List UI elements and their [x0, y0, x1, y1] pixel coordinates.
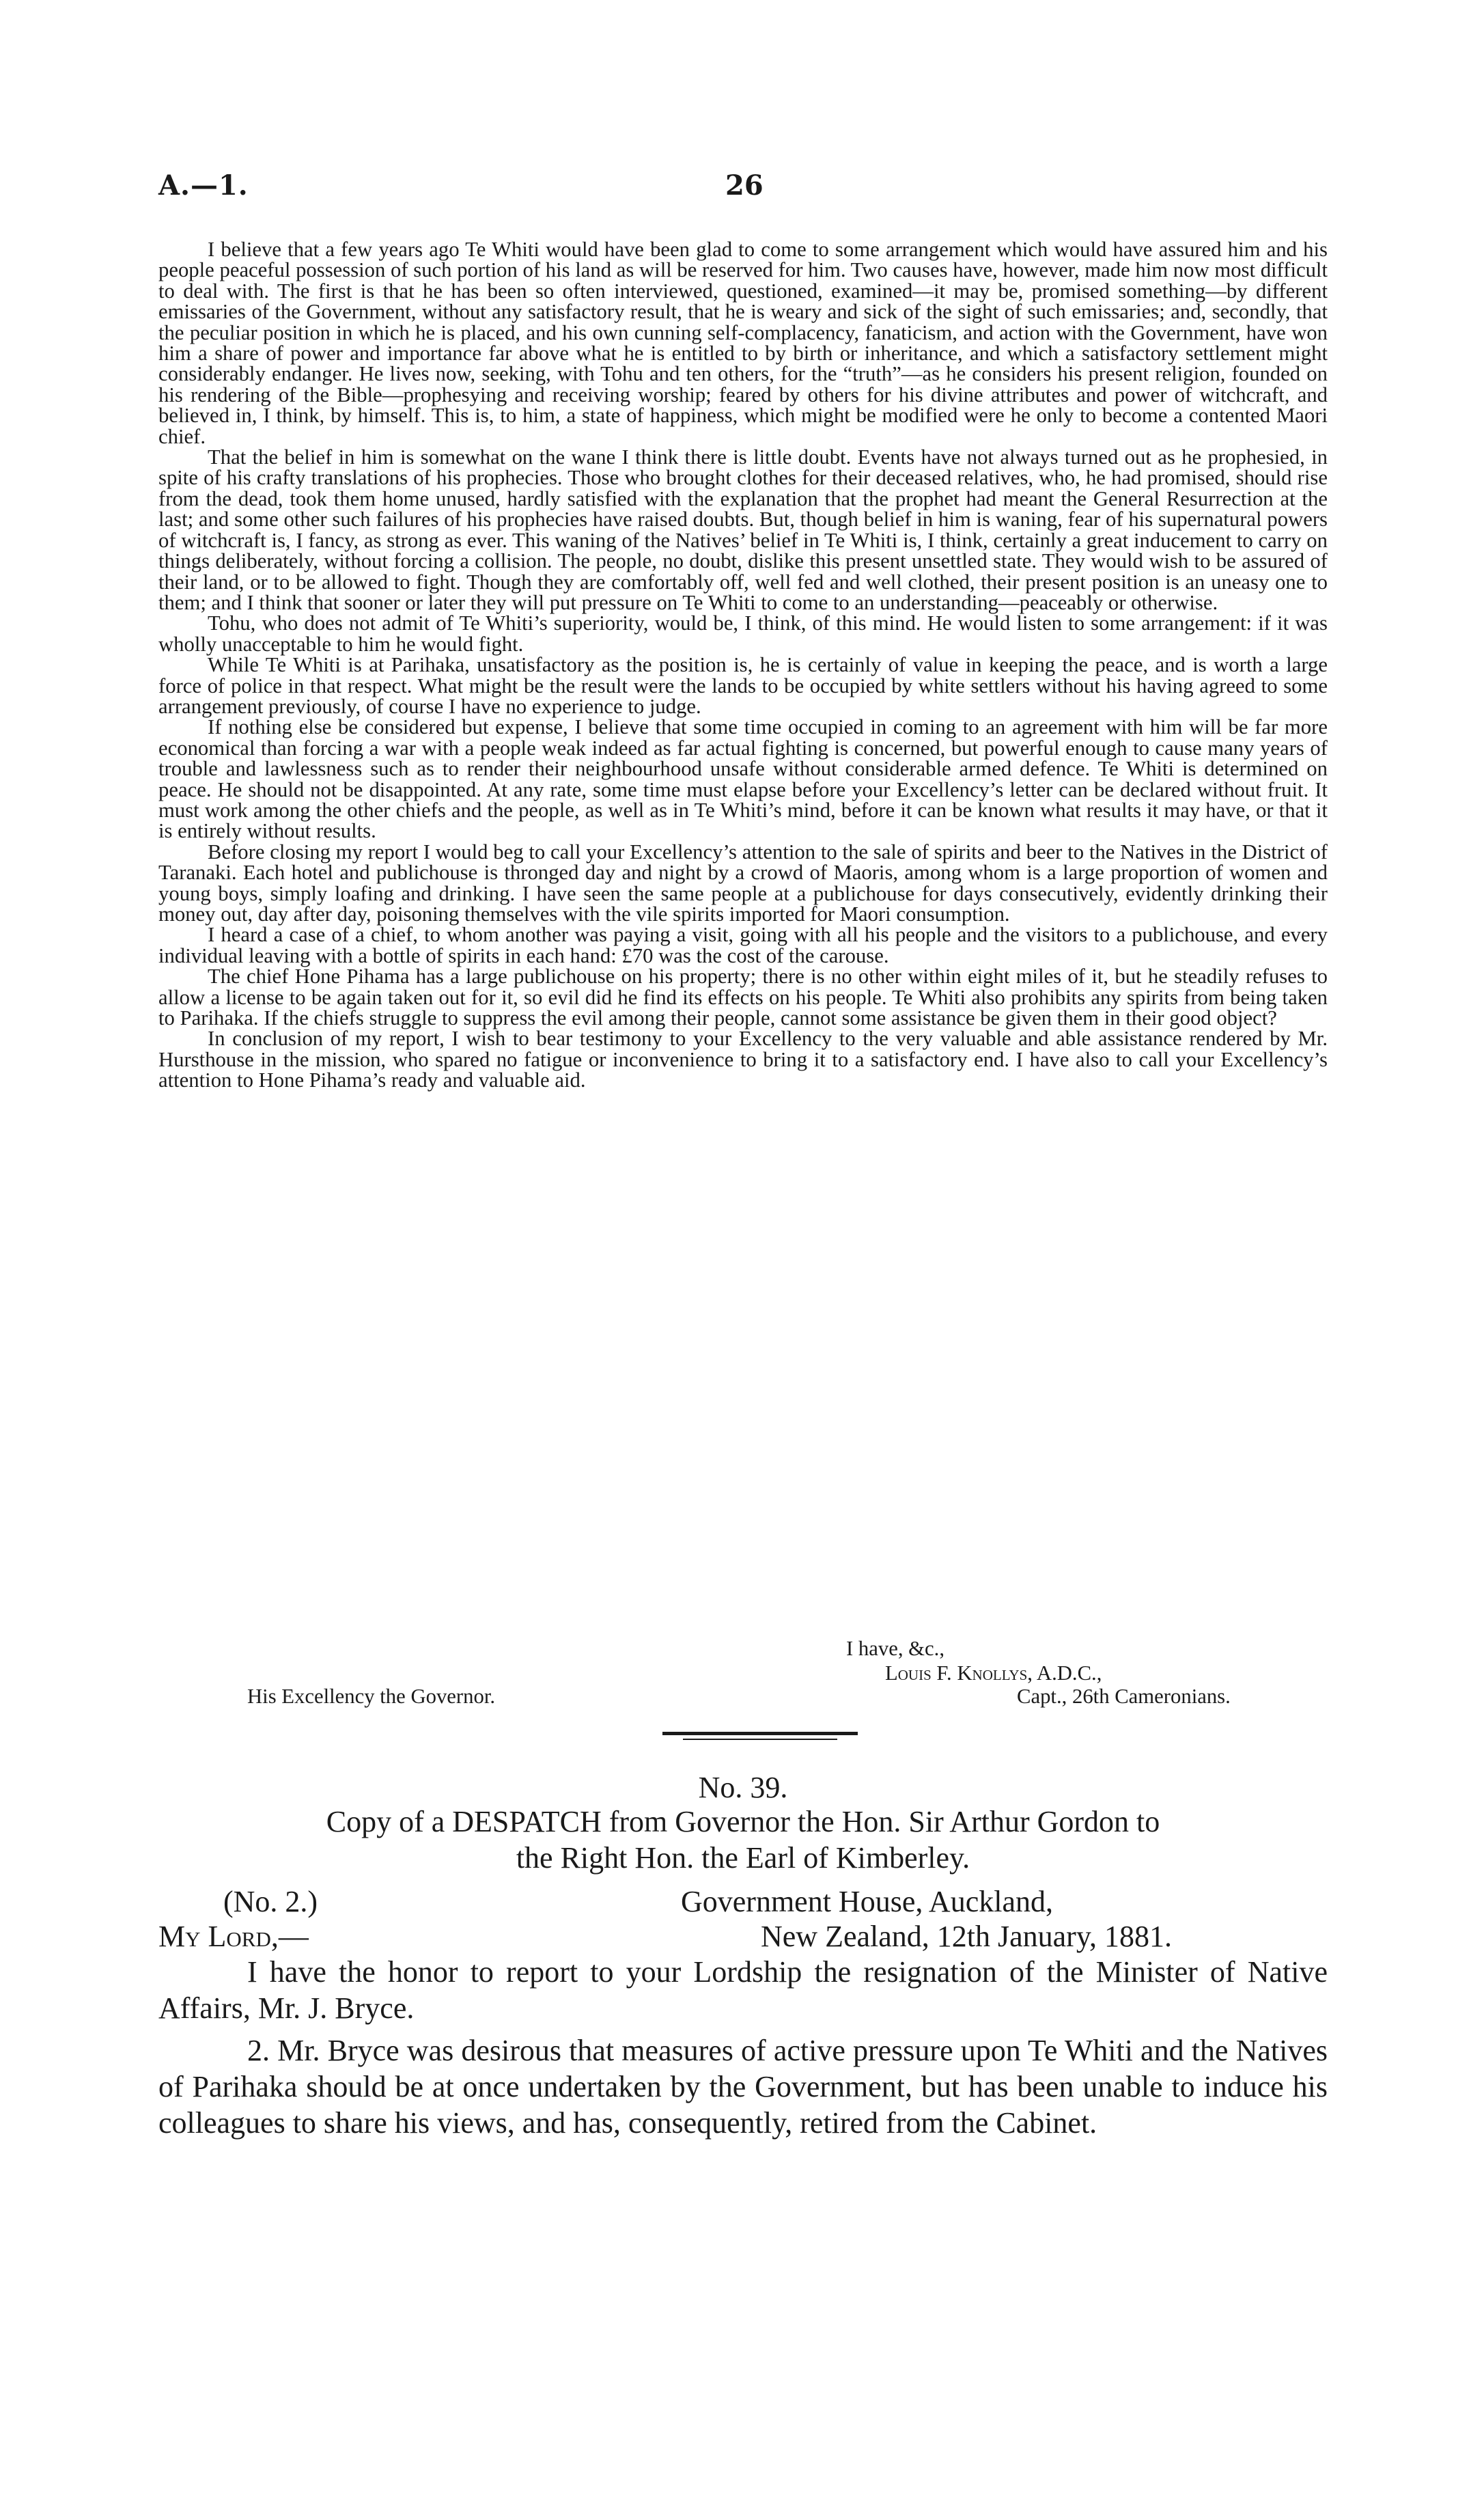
paragraph: The chief Hone Pihama has a large publichouse on his property; there is no other within eight miles of it, but he steadily refuses to allow a license to be again taken out for it, so evil did he find its effects on his people. Te Whiti also prohibits any spirits from being taken to Parihaka. If the chiefs struggle to suppress the evil among their people, cannot some assistance be given them in their good object? [158, 965, 1328, 1030]
section-divider-secondary [683, 1739, 837, 1740]
signature-closing: I have, &c., [846, 1637, 944, 1660]
despatch-paragraph-1: I have the honor to report to your Lordship the resignation of the Minister of Native Affairs, Mr. J. Bryce. [158, 1955, 1328, 2025]
signature-closing-row [158, 1637, 1328, 1661]
paragraph: Tohu, who does not admit of Te Whiti’s superiority, would be, I think, of this mind. He would listen to some arrangement: if it was wholly unacceptable to him he would fight. [158, 611, 1328, 656]
paragraph: I heard a case of a chief, to whom another was paying a visit, going with all his people and the visitors to a publichouse, and every individual leaving with a bottle of spirits in each hand: £70 was the cost of the carouse. [158, 923, 1328, 967]
despatch-ref: (No. 2.) [223, 1885, 318, 1918]
signature-rank: Capt., 26th Cameronians. [1017, 1685, 1231, 1708]
paragraph: In conclusion of my report, I wish to bear testimony to your Excellency to the very valuable and able assistance rendered by Mr. Hursthouse in the mission, who spared no fatigue or inconvenience to bring it to a satisfactory end. I have also to call your Excellency’s attention to Hone Pihama’s ready and valuable aid. [158, 1027, 1328, 1092]
despatch-salutation: My Lord,— [158, 1920, 309, 1953]
signature-name: Louis F. Knollys, A.D.C., [885, 1661, 1102, 1685]
signature-name-row [158, 1661, 1328, 1686]
paragraph: I believe that a few years ago Te Whiti would have been glad to come to some arrangement which would have assured him and his people peaceful possession of such portion of his land as will be reserved for him. Two causes have, however, made him now most difficult to deal with. The first is that he has been so often interviewed, questioned, examined—it may be, promised something—by different emissaries of the Government, without any satisfactory result, that he is weary and sick of the sight of such emissaries; and, secondly, that the peculiar position in which he is placed, and his own cunning self-complacency, fanaticism, and action with the Government, have won him a share of power and importance far above what he is entitled to by birth or inheritance, and which a satisfactory settlement might considerably endanger. He lives now, seeking, with Tohu and ten others, for the “truth”—as he considers his present religion, founded on his rendering of the Bible—prophesying and receiving worship; feared by others for his divine attributes and power of witchcraft, and believed in, I think, by himself. This is, to him, a state of happiness, which might be modified were he only to become a contented Maori chief. [158, 238, 1328, 448]
despatch-number: No. 39. [698, 1771, 788, 1804]
paragraph: While Te Whiti is at Parihaka, unsatisfactory as the position is, he is certainly of value in keeping the peace, and is worth a large force of police in that respect. What might be the result were the lands to be occupied by white settlers without his having agreed to some arrangement previously, of course I have no experience to judge. [158, 653, 1328, 718]
addressee: His Excellency the Governor. [247, 1685, 496, 1708]
section-reference: A.—1. [158, 169, 249, 202]
report-body [158, 239, 1328, 1091]
paragraph: That the belief in him is somewhat on the wane I think there is little doubt. Events have not always turned out as he prophesied, in spite of his crafty translations of his prophecies. Those who brought clothes for their deceased relatives, who, he had promised, should rise from the dead, took them home unused, hardly satisfied with the explanation that the prophet had meant the General Resurrection at the last; and some other such failures of his prophecies have raised doubts. But, though belief in him is waning, fear of his supernatural powers of witchcraft is, I fancy, as strong as ever. This waning of the Natives’ belief in Te Whiti is, I think, certainly a great inducement to carry on things deliberately, without forcing a collision. The people, no doubt, dislike this present unsettled state. They would wish to be assured of their land, or to be allowed to fight. Though they are comfortably off, well fed and well clothed, their present position is an uneasy one to them; and I think that sooner or later they will put pressure on Te Whiti to come to an understanding—peaceably or otherwise. [158, 445, 1328, 614]
page-number: 26 [725, 169, 764, 202]
despatch-ref-row [158, 1883, 1328, 1920]
despatch-salutation-row [158, 1918, 1328, 1954]
despatch-place: Government House, Auckland, [681, 1885, 1053, 1918]
paragraph: If nothing else be considered but expense, I believe that some time occupied in coming to an agreement with him will be far more economical than forcing a war with a people weak indeed as far actual fighting is concerned, but powerful enough to cause many years of trouble and lawlessness such as to render their neighbourhood unsafe without considerable armed defence. Te Whiti is determined on peace. He should not be disappointed. At any rate, some time must elapse before your Excellency’s letter can be declared without fruit. It must work among the other chiefs and the people, as well as in Te Whiti’s mind, before it can be known what results it may have, or that it is entirely without results. [158, 715, 1328, 843]
despatch-title-line-1: Copy of a DESPATCH from Governor the Hon. Sir Arthur Gordon to [326, 1805, 1160, 1838]
despatch-date: New Zealand, 12th January, 1881. [761, 1920, 1172, 1953]
despatch-title-line-2: the Right Hon. the Earl of Kimberley. [516, 1841, 970, 1875]
section-divider [662, 1732, 858, 1735]
paragraph: Before closing my report I would beg to call your Excellency’s attention to the sale of spirits and beer to the Natives in the District of Taranaki. Each hotel and publichouse is thronged day and night by a crowd of Maoris, among whom is a large proportion of women and young boys, simply loafing and drinking. I have seen the same people at a publichouse for days consecutively, evidently drinking their money out, day after day, poisoning themselves with the vile spirits imported for Maori consumption. [158, 840, 1328, 926]
despatch-paragraph-2: 2. Mr. Bryce was desirous that measures of active pressure upon Te Whiti and the Natives of Parihaka should be at once undertaken by the Government, but has been unable to induce his colleagues to share his views, and has, consequently, retired from the Cabinet. [158, 2034, 1328, 2140]
signature-addressee-row [158, 1685, 1328, 1709]
